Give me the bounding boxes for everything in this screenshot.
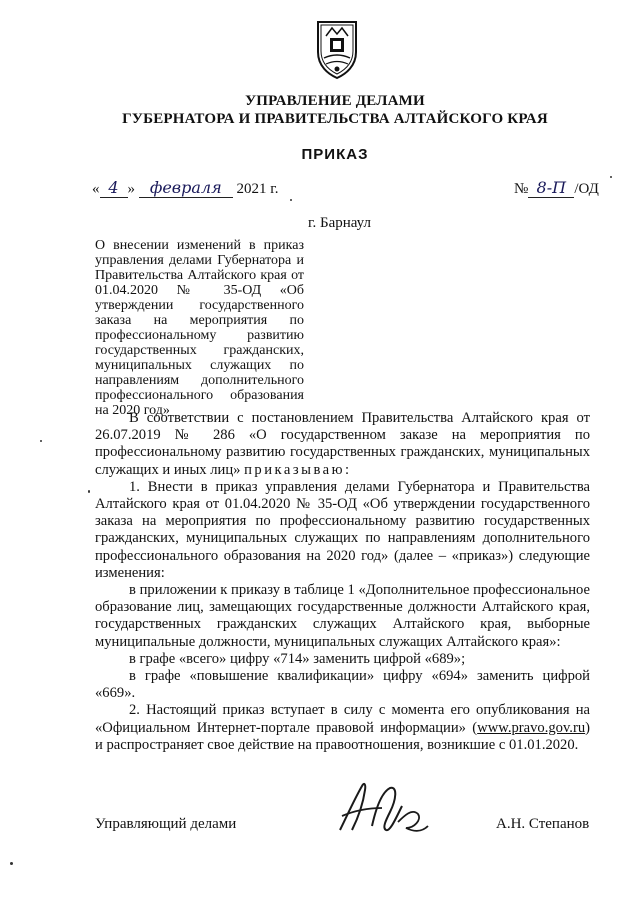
- item-2-text-after: ) и распространяет свое действие на правоотношения, возникшие с 01.01.2020.: [95, 719, 590, 753]
- date-month: февраля: [139, 178, 233, 198]
- number-prefix: №: [514, 181, 529, 197]
- item-1-change-1: в графе «всего» цифру «714» заменить цифрой «689»;: [129, 650, 466, 667]
- document-body: [95, 410, 590, 754]
- pravo-link[interactable]: www.pravo.gov.ru: [477, 719, 586, 736]
- item-1-appendix: в приложении к приказу в таблице 1 «Дополнительное профессиональное образование лиц, замещающих государственные должности Алтайского края, государственных гражданских служащих Алтайского края, выборные муниципальные должности, муниципальных служащих Алтайского края»:: [95, 582, 590, 650]
- intro-paragraph: [95, 410, 590, 479]
- org-title-line1: УПРАВЛЕНИЕ ДЕЛАМИ: [245, 93, 425, 109]
- city: г. Барнаул: [308, 215, 371, 231]
- scan-speck: [40, 440, 42, 442]
- document-type: ПРИКАЗ: [301, 146, 369, 163]
- number-suffix: /ОД: [574, 181, 599, 197]
- scan-speck: [610, 176, 612, 178]
- item-2-text-before: 2. Настоящий приказ вступает в силу с момента его опубликования на «Официальном Интернет-портале правовой информации» (: [95, 702, 590, 736]
- number-value: 8-П: [528, 178, 574, 198]
- date-open-quote: «: [92, 181, 100, 197]
- order-word: приказываю:: [244, 461, 352, 478]
- signatory-position: Управляющий делами: [95, 816, 237, 832]
- scan-speck: [10, 862, 13, 865]
- date-day: 4: [100, 178, 128, 198]
- date-year: 2021 г.: [236, 181, 279, 197]
- signatory-name: А.Н. Степанов: [496, 816, 590, 832]
- handwritten-signature: [332, 778, 432, 840]
- item-1: 1. Внести в приказ управления делами Губернатора и Правительства Алтайского края от 01.04.2020 № 35-ОД «Об утверждении государственного заказа на мероприятия по профессиональному развитию государственных гражданских, муниципальных служащих по направлениям дополнительного профессионального образования на 2020 год» (далее – «приказ») следующие изменения:: [95, 478, 590, 581]
- intro-text: В соответствии с постановлением Правительства Алтайского края от 26.07.2019 № 286 «О государственном заказе на мероприятия по профессиональному развитию государственных гражданских, муниципальных служащих и иных лиц»: [95, 410, 590, 478]
- scan-speck: [290, 199, 292, 201]
- document-number: [514, 178, 599, 198]
- item-2: [95, 702, 590, 754]
- document-subject: О внесении изменений в приказ управления делами Губернатора и Правительства Алтайского края от 01.04.2020 № 35-ОД «Об утверждении государственного заказа на мероприятия по профессиональному развитию государственных гражданских, муниципальных служащих по направлениям дополнительного профессионального образования на 2020 год»: [95, 238, 304, 418]
- date-close-quote: »: [127, 181, 135, 197]
- scan-speck: [88, 490, 90, 493]
- document-date: [92, 178, 278, 198]
- altai-krai-emblem-icon: [312, 18, 362, 80]
- item-1-change-2: в графе «повышение квалификации» цифру «694» заменить цифрой «669».: [95, 668, 590, 702]
- org-title-line2: ГУБЕРНАТОРА И ПРАВИТЕЛЬСТВА АЛТАЙСКОГО КРАЯ: [122, 111, 548, 127]
